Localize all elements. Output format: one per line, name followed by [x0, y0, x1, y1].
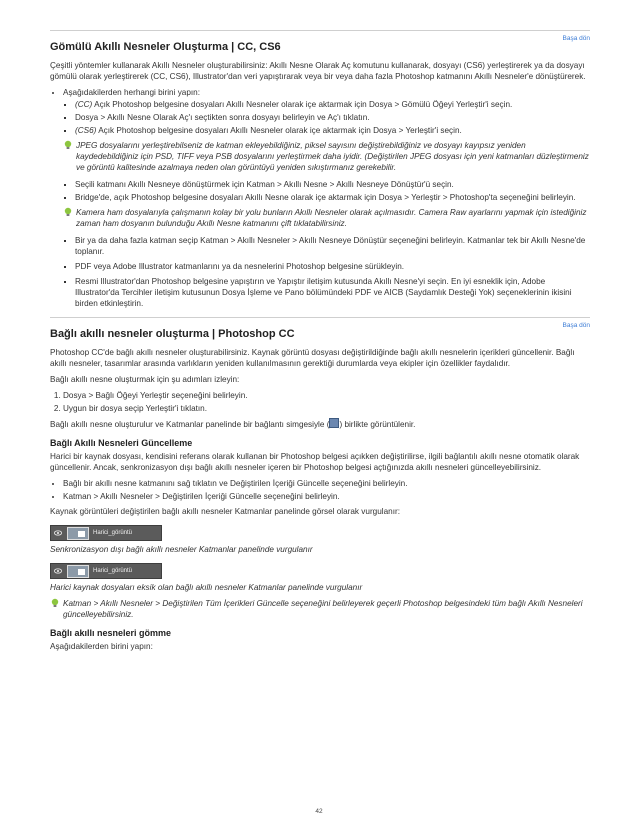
layer-panel-row — [50, 563, 162, 579]
list-item: 2. Uygun bir dosya seçip Yerleştir'i tıklatın. — [63, 403, 590, 414]
list-item: ▪ Resmi Illustrator'dan Photoshop belgesine yapıştırın ve Yapıştır iletişim kutusunda Akıllı Nesne'yi seçin. En iyi esneklik için, Adobe Illustrator'da Tercihler iletişim kutusunun Dosya İşleme ve Pano bölümündeki PDF ve AICB (Saydamlık Desteği Yok) seçeneklerinin ikisini birden etkinleştirin. — [75, 276, 590, 309]
list-item: ▪ PDF veya Adobe Illustrator katmanlarını ya da nesnelerini Photoshop belgesine sürükleyin. — [75, 261, 590, 272]
section-divider — [50, 317, 590, 318]
layer-name: Harici_görüntü — [93, 568, 133, 574]
list-item: ▪ Bridge'de, açık Photoshop belgesine dosyaları Akıllı Nesne olarak içe aktarmak için Dosya > Yerleştir > Photoshop'ta seçeneğini belirleyin. — [75, 192, 590, 203]
link-icon — [329, 418, 339, 428]
sub-list — [63, 235, 590, 309]
sub-list — [63, 99, 590, 136]
paragraph: Photoshop CC'de bağlı akıllı nesneler oluşturabilirsiniz. Kaynak görüntü dosyası değiştirildiğinde bağlı akıllı nesnelerin içerikleri güncellenir. Bağlı akıllı nesneler, tasarımlar arasında varlıkların yeniden kullanılmasının gerektiği durumlarda veya ekipler için özellikler faydalıdır. — [50, 348, 575, 368]
section-divider — [50, 30, 590, 31]
back-to-top-link[interactable]: Başa dön — [562, 322, 590, 329]
list-item: ▪ Seçili katmanı Akıllı Nesneye dönüştürmek için Katman > Akıllı Nesne > Akıllı Nesneye Dönüştür'ü seçin. — [75, 179, 590, 190]
numbered-list — [50, 390, 590, 414]
document-page — [50, 30, 590, 657]
link-badge-icon — [78, 569, 85, 575]
section-title: Bağlı akıllı nesneler oluşturma | Photoshop CC — [50, 328, 295, 340]
figure-caption: Senkronizasyon dışı bağlı akıllı nesneler Katmanlar panelinde vurgulanır — [50, 545, 313, 554]
layer-name: Harici_görüntü — [93, 530, 133, 536]
tip-note: Kamera ham dosyalarıyla çalışmanın kolay bir yolu bunların Akıllı Nesneler olarak açılmasıdır. Camera Raw ayarlarını yapmak için istediğiniz zaman ham dosyanın bulunduğu Akıllı Nesne katmanını çift tıklatabilirsiniz. — [63, 207, 590, 229]
paragraph: Çeşitli yöntemler kullanarak Akıllı Nesneler oluşturabilirsiniz: Akıllı Nesne Olarak Aç komutunu kullanarak, dosyayı (CS6) yerleştirerek ya da dosyayı gömülü olarak yerleştirerek (CC, CS6), Illustrator'dan veri yapıştırarak veya bir veya daha fazla Photoshop katmanını Akıllı Nesneler'e dönüştürerek. — [50, 61, 586, 81]
list-item: ▪ (CS6) Açık Photoshop belgesine dosyaları Akıllı Nesneler olarak içe aktarmak için Dosya > Yerleştir'i seçin. — [75, 125, 590, 136]
paragraph: Kaynak görüntüleri değiştirilen bağlı akıllı nesneler Katmanlar panelinde görsel olarak vurgulanır: — [50, 507, 400, 516]
back-to-top-link[interactable]: Başa dön — [562, 35, 590, 42]
paragraph: Bağlı akıllı nesne oluşturulur ve Katmanlar panelinde bir bağlantı simgesiyle ( ) birlikte görüntülenir. — [50, 420, 416, 429]
page-number: 42 — [315, 808, 323, 815]
subsection-title: Bağlı akıllı nesneleri gömme — [50, 628, 172, 638]
layer-panel-row — [50, 525, 162, 541]
list-item: ▪ Bir ya da daha fazla katman seçip Katman > Akıllı Nesneler > Akıllı Nesneye Dönüştür seçeneğini belirleyin. Katmanlar tek bir Akıllı Nesne'de toplanır. — [75, 235, 590, 257]
tip-note: JPEG dosyalarını yerleştirebilseniz de katman ekleyebildiğiniz, piksel sayısını değiştirebildiğiniz ve dosyayı kayıpsız yeniden kaydedebildiğiniz için PSD, TIFF veya PSB dosyalarını yerleştirmek daha iyidir. (Değiştirilen JPEG dosyası için yeni katmanları düzleştirmeniz ve görüntü kalitesinde azalmaya neden olan görüntüyü yeniden sıkıştırmanız gerekebilir. — [63, 140, 590, 173]
figure-caption: Harici kaynak dosyaları eksik olan bağlı akıllı nesneler Katmanlar panelinde vurgulanır — [50, 583, 363, 592]
lightbulb-icon — [50, 598, 60, 608]
lightbulb-icon — [63, 140, 73, 150]
list-item: 1. Dosya > Bağlı Öğeyi Yerleştir seçeneğini belirleyin. — [63, 390, 590, 401]
sub-list — [63, 179, 590, 203]
lightbulb-icon — [63, 207, 73, 217]
tip-note: Katman > Akıllı Nesneler > Değiştirilen Tüm İçerikleri Güncelle seçeneğini belirleyerek geçerli Photoshop belgesindeki tüm bağlı Akıllı Nesneleri güncelleyebilirsiniz. — [50, 598, 590, 620]
list-item: • Aşağıdakilerden herhangi birini yapın: ▪ (CC) Açık Photoshop belgesine dosyaları Akıllı Nesneler olarak içe aktarmak için Dosya > Gömülü Öğeyi Yerleştir'i seçin. ▪ Dosya > Akıllı Nesne Olarak Aç'ı seçtikten sonra dosyayı belirleyin ve Aç'ı tıklatın. ▪ (CS6) Açık Photoshop belgesine dosyaları Akıllı Nesneler olarak içe aktarmak için Dosya > Yerleştir'i seçin. JPEG dosyalarını yerleştirebilseniz de katman ekleyebildiğiniz, piksel sayısını değiştirebildiğiniz ve dosyayı kayıpsız yeniden kaydedebildiğiniz için PSD, TIFF veya PSB dosyalarını yerleştirmek daha iyidir. (Değiştirilen JPEG dosyası için yeni katmanları düzleştirmeniz ve görüntü kalitesinde azalmaya neden olan görüntüyü yeniden sıkıştırmanız gerekebilir. ▪ Seçili katmanı Akıllı Nesneye dönüştürmek için Katman > Akıllı Nesne > Akıllı Nesneye Dönüştür'ü seçin. ▪ Bridge'de, açık Photoshop belgesine dosyaları Akıllı Nesne olarak içe aktarmak için Dosya > Yerleştir > Photoshop'ta seçeneğini belirleyin. Kamera ham dosyalarıyla çalışmanın kolay bir yolu bunların Akıllı Nesneler olarak açılmasıdır. Camera Raw ayarlarını yapmak için istediğiniz zaman ham dosyanın bulunduğu Akıllı Nesne katmanını çift tıklatabilirsiniz. ▪ Bir ya da daha fazla katman seçip Katman > Akıllı Nesneler > Akıllı Nesneye Dönüştür seçeneğini belirleyin. Katmanlar tek bir Akıllı Nesne'de toplanır. ▪ PDF veya Adobe Illustrator katmanlarını ya da nesnelerini Photoshop belgesine sürükleyin. ▪ Resmi Illustrator'dan Photoshop belgesine yapıştırın ve Yapıştır iletişim kutusunda Akıllı Nesne'yi seçin. En iyi esneklik için, Adobe Illustrator'da Tercihler iletişim kutusunun Dosya İşleme ve Pano bölümündeki PDF ve AICB (Saydamlık Desteği Yok) seçeneklerinin ikisini birden etkinleştirin. — [63, 87, 590, 309]
bullet-list — [50, 478, 590, 502]
eye-icon — [54, 529, 62, 537]
link-badge-icon — [78, 531, 85, 537]
paragraph: Aşağıdakilerden birini yapın: — [50, 642, 153, 651]
subsection-title: Bağlı Akıllı Nesneleri Güncelleme — [50, 438, 193, 448]
list-item: • Bağlı bir akıllı nesne katmanını sağ tıklatın ve Değiştirilen İçeriği Güncelle seçeneğini belirleyin. — [63, 478, 590, 489]
paragraph: Harici bir kaynak dosyası, kendisini referans olarak kullanan bir Photoshop belgesi açıkken değiştirilirse, ilgili bağlantılı akıllı nesne otomatik olarak güncellenir. Ancak, senkronizasyon dışı bağlı akıllı nesneler içeren bir Photoshop belgesi açtığınızda akıllı nesneleri güncelleyebilirsiniz. — [50, 452, 580, 472]
list-item: • Katman > Akıllı Nesneler > Değiştirilen İçeriği Güncelle seçeneğini belirleyin. — [63, 491, 590, 502]
eye-icon — [54, 567, 62, 575]
paragraph: Bağlı akıllı nesne oluşturmak için şu adımları izleyin: — [50, 375, 240, 384]
list-item: ▪ Dosya > Akıllı Nesne Olarak Aç'ı seçtikten sonra dosyayı belirleyin ve Aç'ı tıklatın. — [75, 112, 590, 123]
section-title: Gömülü Akıllı Nesneler Oluşturma | CC, CS6 — [50, 41, 281, 53]
list-item: ▪ (CC) Açık Photoshop belgesine dosyaları Akıllı Nesneler olarak içe aktarmak için Dosya > Gömülü Öğeyi Yerleştir'i seçin. — [75, 99, 590, 110]
bullet-list — [50, 87, 590, 309]
